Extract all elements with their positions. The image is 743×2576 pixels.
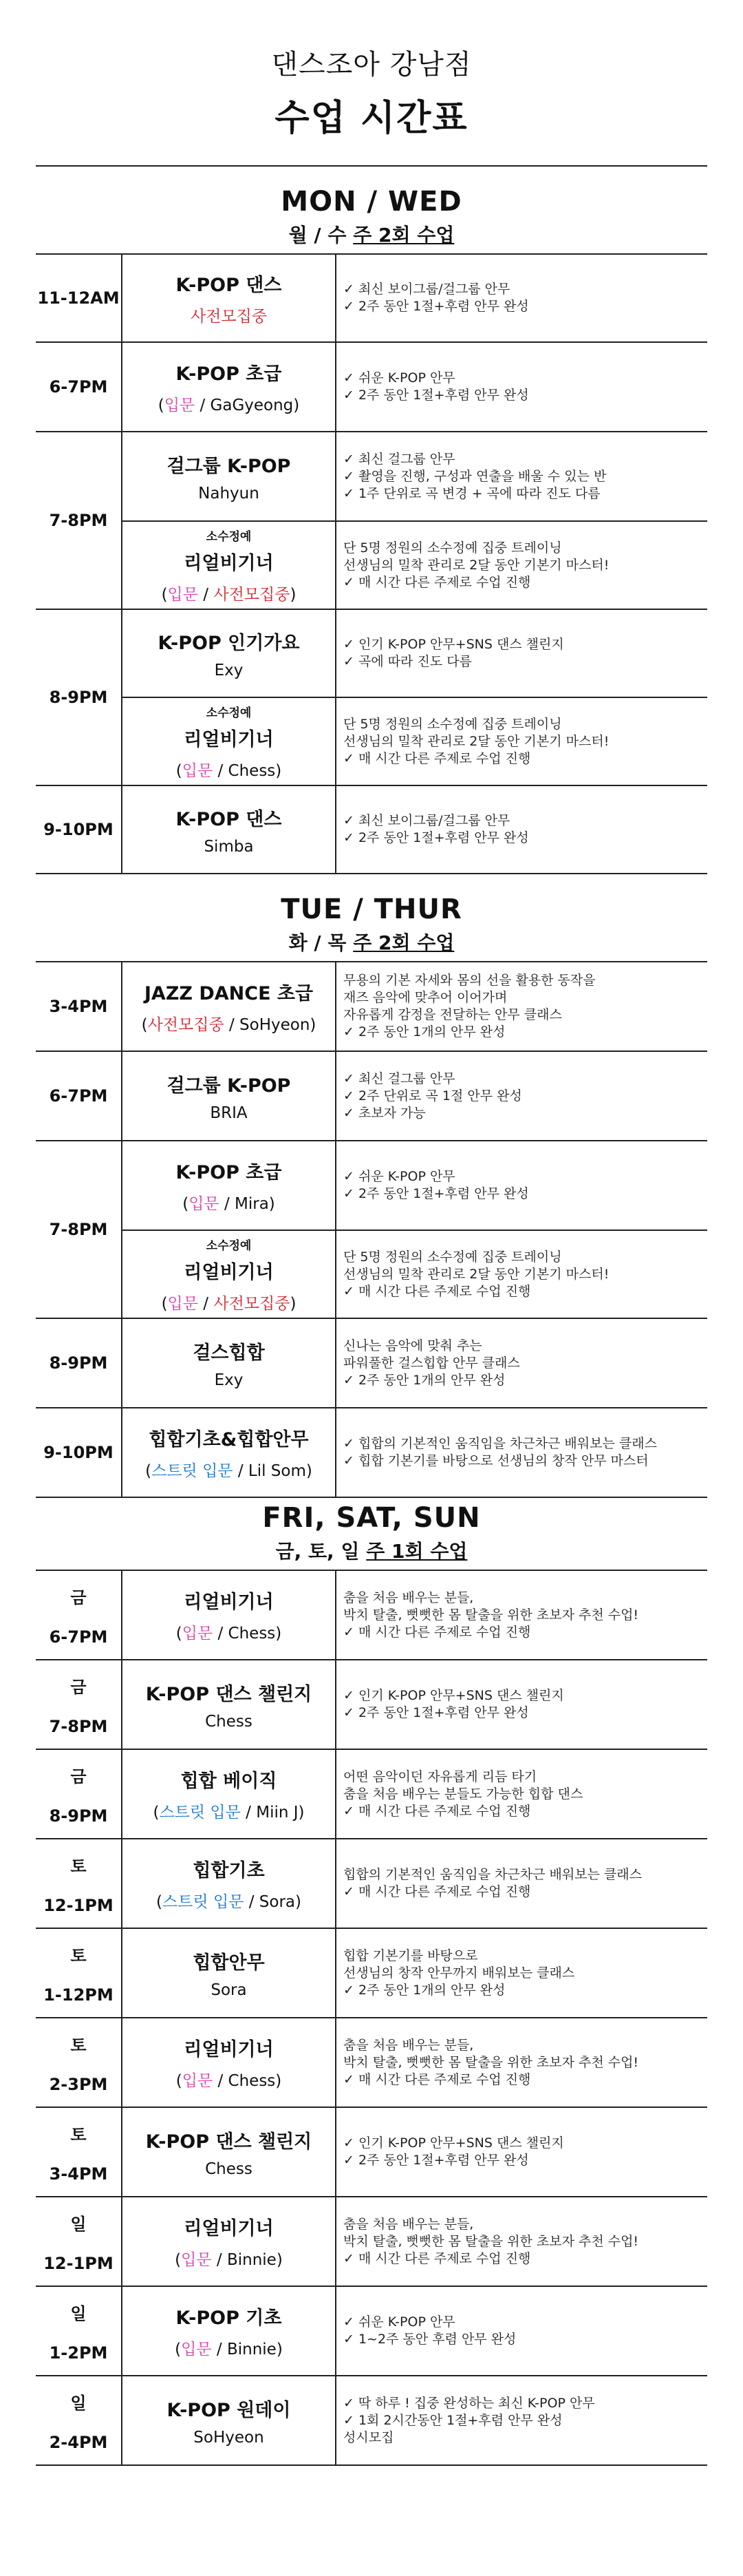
description-line: ✓ 인기 K-POP 안무+SNS 댄스 챌린지 [343, 637, 564, 652]
class-name: 리얼비기너 [184, 2039, 274, 2060]
instructor-label: BRIA [210, 1104, 248, 1122]
instructor-label: (입문 / GaGyeong) [158, 397, 300, 414]
class-cell [122, 521, 336, 609]
class-cell [122, 1570, 336, 1660]
page-header [0, 43, 743, 140]
class-name: 걸그룹 K-POP [166, 455, 291, 477]
table-row [36, 1570, 707, 1660]
time-cell: 9-10PM [36, 1408, 122, 1497]
schedule-table [36, 1570, 707, 2466]
description-line: ✓ 힙합 기본기를 바탕으로 선생님의 창작 안무 마스터 [343, 1453, 649, 1468]
class-tag: 소수정예 [206, 1238, 252, 1253]
instructor-label: Exy [214, 661, 244, 679]
description-line: ✓ 2주 동안 1절+후렴 안무 완성 [343, 1705, 529, 1720]
class-name: K-POP 댄스 챌린지 [145, 1683, 312, 1705]
description-line: 파워풀한 걸스힙합 안무 클래스 [343, 1355, 520, 1371]
table-row [36, 1928, 707, 2018]
instructor-label: 사전모집중 [190, 308, 268, 326]
table-row [36, 342, 707, 432]
time-cell: 토 1-12PM [36, 1928, 122, 2018]
description-cell [336, 1839, 707, 1928]
class-name: JAZZ DANCE 초급 [144, 983, 314, 1004]
class-name: K-POP 원데이 [166, 2399, 291, 2421]
instructor-label: Nahyun [198, 484, 259, 503]
instructor-label: (스트릿 입문 / Sora) [156, 1893, 301, 1911]
time-cell: 금 6-7PM [36, 1570, 122, 1660]
instructor-label: (스트릿 입문 / Lil Som) [145, 1462, 312, 1480]
description-cell [336, 1928, 707, 2018]
description-cell [336, 785, 707, 874]
description-line: ✓ 매 시간 다른 주제로 수업 진행 [343, 574, 531, 590]
time-cell: 7-8PM [36, 432, 122, 609]
description-cell [336, 1749, 707, 1839]
class-cell [122, 2376, 336, 2465]
table-row [36, 785, 707, 874]
table-row [36, 1749, 707, 1839]
class-cell [122, 1408, 336, 1497]
table-row [36, 1839, 707, 1928]
instructor-label: (입문 / Binnie) [175, 2341, 283, 2358]
instructor-label: (입문 / Mira) [182, 1195, 275, 1213]
frequency-label: 금, 토, 일 주 1회 수업 [275, 1540, 468, 1563]
description-line: ✓ 2주 동안 1절+후렴 안무 완성 [343, 830, 529, 845]
instructor-label: (사전모집중 / SoHyeon) [141, 1016, 316, 1034]
table-row [36, 1660, 707, 1749]
class-name: K-POP 댄스 챌린지 [145, 2131, 312, 2153]
description-cell [336, 1230, 707, 1318]
description-line: ✓ 2주 동안 1절+후렴 안무 완성 [343, 299, 529, 314]
description-cell [336, 2286, 707, 2376]
class-cell [122, 1230, 336, 1318]
time-cell: 11-12AM [36, 254, 122, 342]
class-name: 힙합기초 [193, 1860, 265, 1881]
class-name: K-POP 댄스 [175, 275, 282, 296]
class-name: K-POP 초급 [175, 363, 282, 385]
schedule-table [36, 961, 707, 1498]
table-row [36, 697, 707, 785]
day-heading: FRI, SAT, SUN [262, 1502, 481, 1534]
description-line: ✓ 인기 K-POP 안무+SNS 댄스 챌린지 [343, 1688, 564, 1703]
table-row [36, 1051, 707, 1141]
description-line: 춤을 처음 배우는 분들도 가능한 힙합 댄스 [343, 1786, 583, 1802]
description-line: 박치 탈출, 뻣뻣한 몸 탈출을 위한 초보자 추천 수업! [343, 2054, 639, 2070]
description-line: ✓ 2주 동안 1개의 안무 완성 [343, 1372, 506, 1388]
instructor-label: Chess [205, 2160, 252, 2178]
description-line: 선생님의 밀착 관리로 2달 동안 기본기 마스터! [343, 733, 610, 749]
description-line: ✓ 최신 걸그룹 안무 [343, 451, 455, 467]
description-cell [336, 1051, 707, 1141]
table-row [36, 1408, 707, 1497]
table-row [36, 962, 707, 1051]
table-row [36, 2197, 707, 2286]
description-line: ✓ 매 시간 다른 주제로 수업 진행 [343, 2250, 531, 2266]
description-line: ✓ 2주 동안 1절+후렴 안무 완성 [343, 388, 529, 403]
instructor-label: Sora [211, 1981, 247, 1999]
description-line: ✓ 힙합의 기본적인 움직임을 차근차근 배워보는 클래스 [343, 1436, 657, 1451]
description-line: 단 5명 정원의 소수정예 집중 트레이닝 [343, 716, 562, 732]
description-line: 선생님의 밀착 관리로 2달 동안 기본기 마스터! [343, 557, 610, 573]
class-cell [122, 1839, 336, 1928]
description-line: ✓ 매 시간 다른 주제로 수업 진행 [343, 1283, 531, 1299]
description-line: ✓ 딱 하루 ! 집중 완성하는 최신 K-POP 안무 [343, 2395, 595, 2411]
description-line: ✓ 1주 단위로 곡 변경 + 곡에 따라 진도 다름 [343, 485, 601, 501]
instructor-label: (입문 / 사전모집중) [161, 585, 297, 604]
instructor-label: Simba [204, 837, 254, 856]
description-line: ✓ 쉬운 K-POP 안무 [343, 2314, 455, 2330]
description-line: ✓ 2주 단위로 곡 1절 안무 완성 [343, 1088, 522, 1104]
description-cell [336, 962, 707, 1051]
description-line: 춤을 처음 배우는 분들, [343, 2216, 474, 2232]
table-row [36, 1318, 707, 1408]
class-cell [122, 342, 336, 432]
description-cell [336, 2376, 707, 2465]
class-name: 리얼비기너 [184, 728, 274, 750]
instructor-label: (입문 / 사전모집중) [161, 1294, 297, 1313]
description-line: 박치 탈출, 뻣뻣한 몸 탈출을 위한 초보자 추천 수업! [343, 1607, 639, 1623]
instructor-label: (입문 / Chess) [175, 2072, 282, 2090]
time-cell: 7-8PM [36, 1141, 122, 1318]
table-row [36, 254, 707, 342]
description-line: ✓ 매 시간 다른 주제로 수업 진행 [343, 2071, 531, 2087]
class-cell [122, 1141, 336, 1230]
class-cell [122, 1051, 336, 1141]
schedule-table [36, 253, 707, 874]
class-name: 힙합안무 [193, 1952, 265, 1974]
class-cell [122, 1318, 336, 1408]
description-cell [336, 2107, 707, 2197]
description-cell [336, 432, 707, 521]
description-line: 선생님의 창작 안무까지 배워보는 클래스 [343, 1965, 575, 1981]
description-cell [336, 609, 707, 697]
time-cell: 토 3-4PM [36, 2107, 122, 2197]
instructor-label: (입문 / Chess) [175, 1625, 282, 1643]
class-cell [122, 609, 336, 697]
section-title [36, 186, 707, 248]
time-cell: 토 12-1PM [36, 1839, 122, 1928]
description-line: 춤을 처음 배우는 분들, [343, 1590, 474, 1605]
class-tag: 소수정예 [206, 529, 252, 544]
description-line: 선생님의 밀착 관리로 2달 동안 기본기 마스터! [343, 1266, 610, 1282]
description-line: 신나는 음악에 맞춰 추는 [343, 1338, 482, 1353]
description-line: 힙합의 기본적인 움직임을 차근차근 배워보는 클래스 [343, 1867, 642, 1882]
description-line: ✓ 인기 K-POP 안무+SNS 댄스 챌린지 [343, 2135, 564, 2151]
description-line: ✓ 촬영을 진행, 구성과 연출을 배울 수 있는 반 [343, 468, 607, 484]
section-tue-thur [36, 894, 707, 1480]
day-heading: MON / WED [281, 186, 462, 218]
instructor-label: (입문 / Chess) [175, 761, 282, 780]
description-line: ✓ 2주 동안 1개의 안무 완성 [343, 1982, 506, 1998]
description-line: ✓ 1~2주 동안 후렴 안무 완성 [343, 2332, 517, 2347]
class-name: 리얼비기너 [184, 552, 274, 574]
description-cell [336, 2018, 707, 2107]
table-row [36, 1141, 707, 1230]
class-cell [122, 1749, 336, 1839]
table-row [36, 2018, 707, 2107]
class-name: 리얼비기너 [184, 1592, 274, 1613]
instructor-label: Chess [205, 1712, 252, 1731]
time-cell: 9-10PM [36, 785, 122, 874]
description-line: ✓ 쉬운 K-POP 안무 [343, 370, 455, 386]
description-line: ✓ 매 시간 다른 주제로 수업 진행 [343, 1884, 531, 1899]
class-name: 힙합 베이직 [180, 1771, 277, 1792]
frequency-label: 화 / 목 주 2회 수업 [288, 931, 455, 954]
time-cell: 8-9PM [36, 609, 122, 785]
section-fri-sat-sun [36, 1502, 707, 2452]
table-row [36, 521, 707, 609]
description-cell [336, 1570, 707, 1660]
class-name: 힙합기초&힙합안무 [149, 1429, 309, 1450]
description-line: 박치 탈출, 뻣뻣한 몸 탈출을 위한 초보자 추천 수업! [343, 2233, 639, 2249]
description-cell [336, 254, 707, 342]
description-line: ✓ 초보자 가능 [343, 1105, 426, 1121]
class-name: 리얼비기너 [184, 1261, 274, 1283]
class-cell [122, 962, 336, 1051]
table-row [36, 2107, 707, 2197]
description-cell [336, 1318, 707, 1408]
class-tag: 소수정예 [206, 706, 252, 720]
description-cell [336, 521, 707, 609]
section-title [36, 894, 707, 956]
table-row [36, 609, 707, 697]
time-cell: 금 7-8PM [36, 1660, 122, 1749]
section-mon-wed [36, 186, 707, 856]
time-cell: 일 2-4PM [36, 2376, 122, 2465]
description-cell [336, 697, 707, 785]
time-cell: 6-7PM [36, 1051, 122, 1141]
description-cell [336, 1141, 707, 1230]
day-heading: TUE / THUR [281, 894, 462, 925]
class-cell [122, 1660, 336, 1749]
description-line: ✓ 2주 동안 1절+후렴 안무 완성 [343, 1186, 529, 1201]
class-name: K-POP 댄스 [175, 808, 282, 830]
header-divider [36, 165, 707, 167]
description-line: 성시모집 [343, 2429, 394, 2445]
class-cell [122, 2107, 336, 2197]
class-name: K-POP 인기가요 [158, 632, 300, 654]
description-line: ✓ 2주 동안 1개의 안무 완성 [343, 1024, 506, 1039]
class-name: 걸그룹 K-POP [166, 1075, 291, 1097]
table-row [36, 1230, 707, 1318]
section-title [36, 1502, 707, 1564]
description-line: 단 5명 정원의 소수정예 집중 트레이닝 [343, 1249, 562, 1265]
instructor-label: (스트릿 입문 / Miin J) [153, 1804, 305, 1822]
description-line: 춤을 처음 배우는 분들, [343, 2037, 474, 2053]
time-cell: 6-7PM [36, 342, 122, 432]
class-cell [122, 2286, 336, 2376]
description-line: 무용의 기본 자세와 몸의 선을 활용한 동작을 [343, 973, 596, 988]
description-cell [336, 1408, 707, 1497]
description-line: ✓ 최신 보이그룹/걸그룹 안무 [343, 282, 510, 297]
instructor-label: SoHyeon [193, 2428, 264, 2447]
description-line: 단 5명 정원의 소수정예 집중 트레이닝 [343, 540, 562, 556]
description-line: ✓ 매 시간 다른 주제로 수업 진행 [343, 1624, 531, 1640]
description-line: ✓ 쉬운 K-POP 안무 [343, 1169, 455, 1184]
time-cell: 금 8-9PM [36, 1749, 122, 1839]
description-line: 재즈 음악에 맞추어 이어가며 [343, 990, 508, 1005]
class-name: 걸스힙합 [193, 1342, 265, 1364]
description-line: ✓ 2주 동안 1절+후렴 안무 완성 [343, 2153, 529, 2168]
branch-name: 댄스조아 강남점 [271, 49, 472, 81]
class-cell [122, 2018, 336, 2107]
description-line: ✓ 최신 보이그룹/걸그룹 안무 [343, 813, 510, 828]
description-cell [336, 2197, 707, 2286]
time-cell: 8-9PM [36, 1318, 122, 1408]
class-name: K-POP 초급 [175, 1162, 282, 1183]
class-cell [122, 697, 336, 785]
description-line: 어떤 음악이던 자유롭게 리듬 타기 [343, 1769, 537, 1784]
class-name: 리얼비기너 [184, 2218, 274, 2239]
time-cell: 일 1-2PM [36, 2286, 122, 2376]
description-line: ✓ 1회 2시간동안 1절+후렴 안무 완성 [343, 2412, 563, 2428]
time-cell: 토 2-3PM [36, 2018, 122, 2107]
description-line: ✓ 곡에 따라 진도 다름 [343, 654, 472, 669]
class-cell [122, 2197, 336, 2286]
frequency-label: 월 / 수 주 2회 수업 [288, 224, 455, 246]
description-line: ✓ 최신 걸그룹 안무 [343, 1070, 455, 1086]
instructor-label: (입문 / Binnie) [175, 2251, 283, 2269]
description-cell [336, 1660, 707, 1749]
class-name: K-POP 기초 [175, 2308, 282, 2329]
description-line: 자유롭게 감정을 전달하는 안무 클래스 [343, 1007, 562, 1022]
class-cell [122, 254, 336, 342]
table-row [36, 432, 707, 521]
class-cell [122, 785, 336, 874]
description-cell [336, 342, 707, 432]
description-line: 힙합 기본기를 바탕으로 [343, 1947, 478, 1963]
instructor-label: Exy [214, 1371, 244, 1389]
class-cell [122, 1928, 336, 2018]
table-row [36, 2376, 707, 2465]
class-cell [122, 432, 336, 521]
description-line: ✓ 매 시간 다른 주제로 수업 진행 [343, 750, 531, 766]
page-title: 수업 시간표 [274, 98, 469, 139]
description-line: ✓ 매 시간 다른 주제로 수업 진행 [343, 1803, 531, 1819]
table-row [36, 2286, 707, 2376]
time-cell: 3-4PM [36, 962, 122, 1051]
time-cell: 일 12-1PM [36, 2197, 122, 2286]
